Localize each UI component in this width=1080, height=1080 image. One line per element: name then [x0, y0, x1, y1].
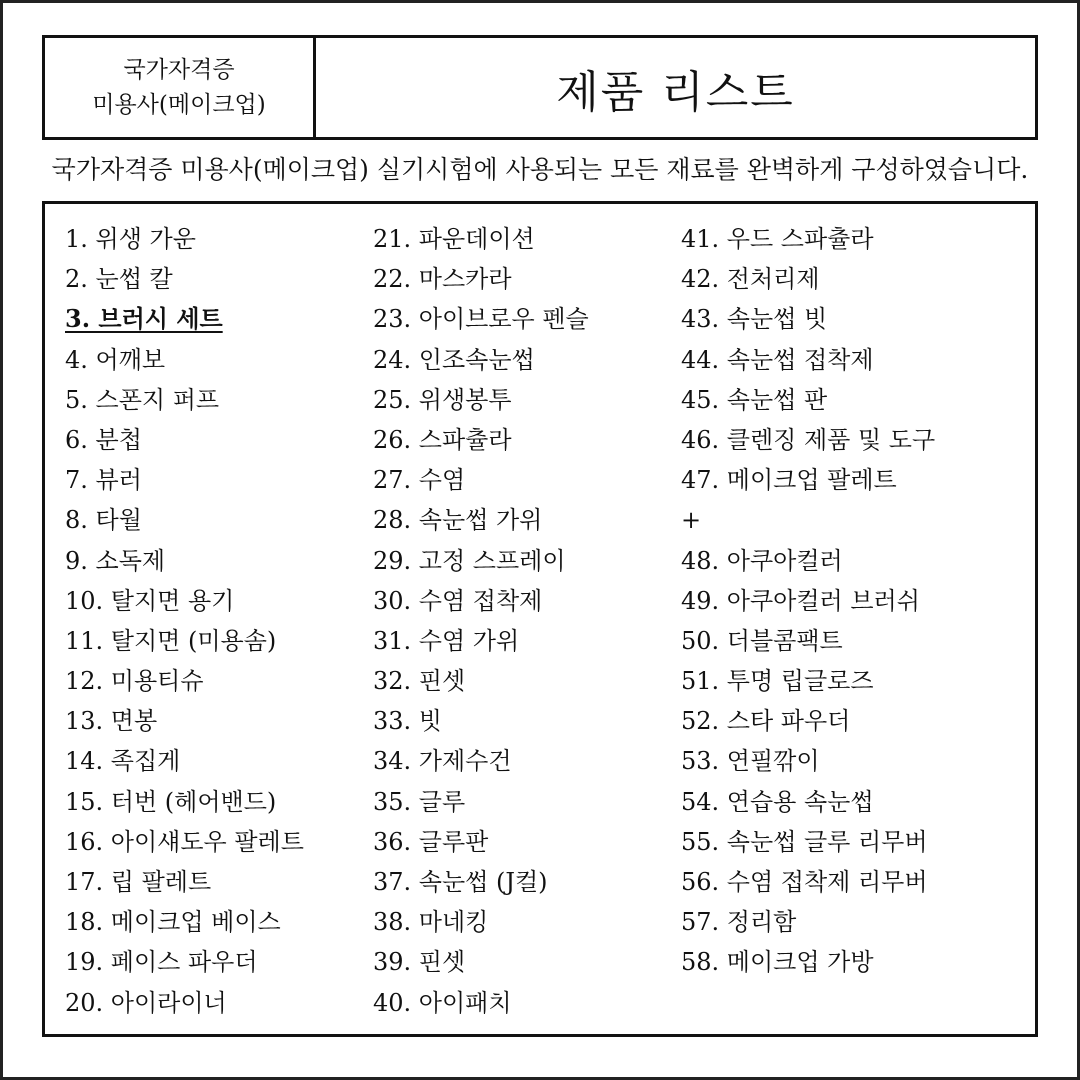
- list-item: 3. 브러시 세트: [65, 304, 223, 334]
- list-item: 36. 글루판: [373, 827, 489, 856]
- list-item: 2. 눈썹 칼: [65, 265, 173, 294]
- list-item: 52. 스타 파우더: [681, 707, 851, 736]
- list-item: 58. 메이크업 가방: [681, 948, 874, 977]
- list-item: 50. 더블콤팩트: [681, 626, 843, 655]
- list-item: 30. 수염 접착제: [373, 586, 543, 615]
- product-list: [42, 201, 1038, 1037]
- list-item: 53. 연필깎이: [681, 747, 820, 776]
- certification-label: [45, 38, 316, 137]
- subtitle: 국가자격증 미용사(메이크업) 실기시험에 사용되는 모든 재료를 완벽하게 구성하였습니다.: [51, 155, 1029, 184]
- list-item: 21. 파운데이션: [373, 225, 535, 253]
- list-item: 32. 핀셋: [373, 667, 466, 696]
- page-title: 제품 리스트: [556, 66, 795, 118]
- certification-line-2: 미용사(메이크업): [92, 91, 266, 118]
- list-item: 56. 수염 접착제 리무버: [681, 868, 928, 896]
- product-column-1: [65, 219, 304, 1023]
- list-item: 1. 위생 가운: [65, 225, 196, 253]
- list-item: 17. 립 팔레트: [65, 868, 212, 896]
- header-box: [42, 35, 1038, 140]
- list-item: 34. 가제수건: [373, 747, 512, 776]
- certification-line-1: 국가자격증: [123, 56, 235, 83]
- list-item: 28. 속눈썹 가위: [373, 506, 543, 535]
- list-item: 7. 뷰러: [65, 466, 142, 495]
- list-item: 45. 속눈썹 판: [681, 385, 828, 414]
- list-item: 26. 스파츌라: [373, 425, 512, 454]
- list-item: 35. 글루: [373, 787, 466, 816]
- list-item: 20. 아이라이너: [65, 988, 227, 1017]
- list-item: 12. 미용티슈: [65, 667, 204, 696]
- list-item: 38. 마네킹: [373, 908, 489, 937]
- list-item: 5. 스폰지 퍼프: [65, 385, 220, 414]
- list-item: 18. 메이크업 베이스: [65, 908, 281, 937]
- list-item: 54. 연습용 속눈썹: [681, 787, 874, 816]
- list-item: 46. 클렌징 제품 및 도구: [681, 425, 936, 454]
- list-item: 9. 소독제: [65, 546, 166, 575]
- list-item: 14. 족집게: [65, 747, 181, 776]
- list-item: 40. 아이패치: [373, 988, 512, 1017]
- list-item: 55. 속눈썹 글루 리무버: [681, 827, 928, 856]
- list-item: 6. 분첩: [65, 425, 142, 454]
- list-item: 37. 속눈썹 (J컬): [373, 868, 548, 896]
- list-item: 57. 정리함: [681, 908, 797, 937]
- list-item: 29. 고정 스프레이: [373, 546, 566, 575]
- list-item: 42. 전처리제: [681, 265, 820, 294]
- list-item: +: [681, 506, 702, 535]
- list-item: 13. 면봉: [65, 707, 158, 736]
- list-item: 43. 속눈썹 빗: [681, 305, 828, 334]
- list-item: 49. 아쿠아컬러 브러쉬: [681, 586, 920, 615]
- list-item: 11. 탈지면 (미용솜): [65, 626, 277, 655]
- list-item: 47. 메이크업 팔레트: [681, 466, 897, 495]
- list-item: 51. 투명 립글로즈: [681, 667, 874, 696]
- list-item: 8. 타월: [65, 506, 142, 535]
- list-item: 24. 인조속눈썹: [373, 345, 535, 374]
- list-item: 27. 수염: [373, 466, 466, 495]
- product-column-3: [681, 219, 935, 983]
- list-item: 19. 페이스 파우더: [65, 948, 258, 977]
- list-item: 41. 우드 스파츌라: [681, 225, 874, 253]
- product-column-2: [373, 219, 589, 1023]
- list-item: 22. 마스카라: [373, 265, 512, 294]
- list-item: 48. 아쿠아컬러: [681, 546, 843, 575]
- list-item: 23. 아이브로우 펜슬: [373, 305, 589, 334]
- list-item: 31. 수염 가위: [373, 626, 520, 655]
- list-item: 4. 어깨보: [65, 345, 166, 374]
- list-item: 16. 아이섀도우 팔레트: [65, 827, 304, 856]
- list-item: 44. 속눈썹 접착제: [681, 345, 874, 374]
- list-item: 10. 탈지면 용기: [65, 586, 235, 615]
- list-item: 15. 터번 (헤어밴드): [65, 787, 277, 816]
- list-item: 33. 빗: [373, 707, 442, 736]
- list-item: 25. 위생봉투: [373, 385, 512, 414]
- list-item: 39. 핀셋: [373, 948, 466, 977]
